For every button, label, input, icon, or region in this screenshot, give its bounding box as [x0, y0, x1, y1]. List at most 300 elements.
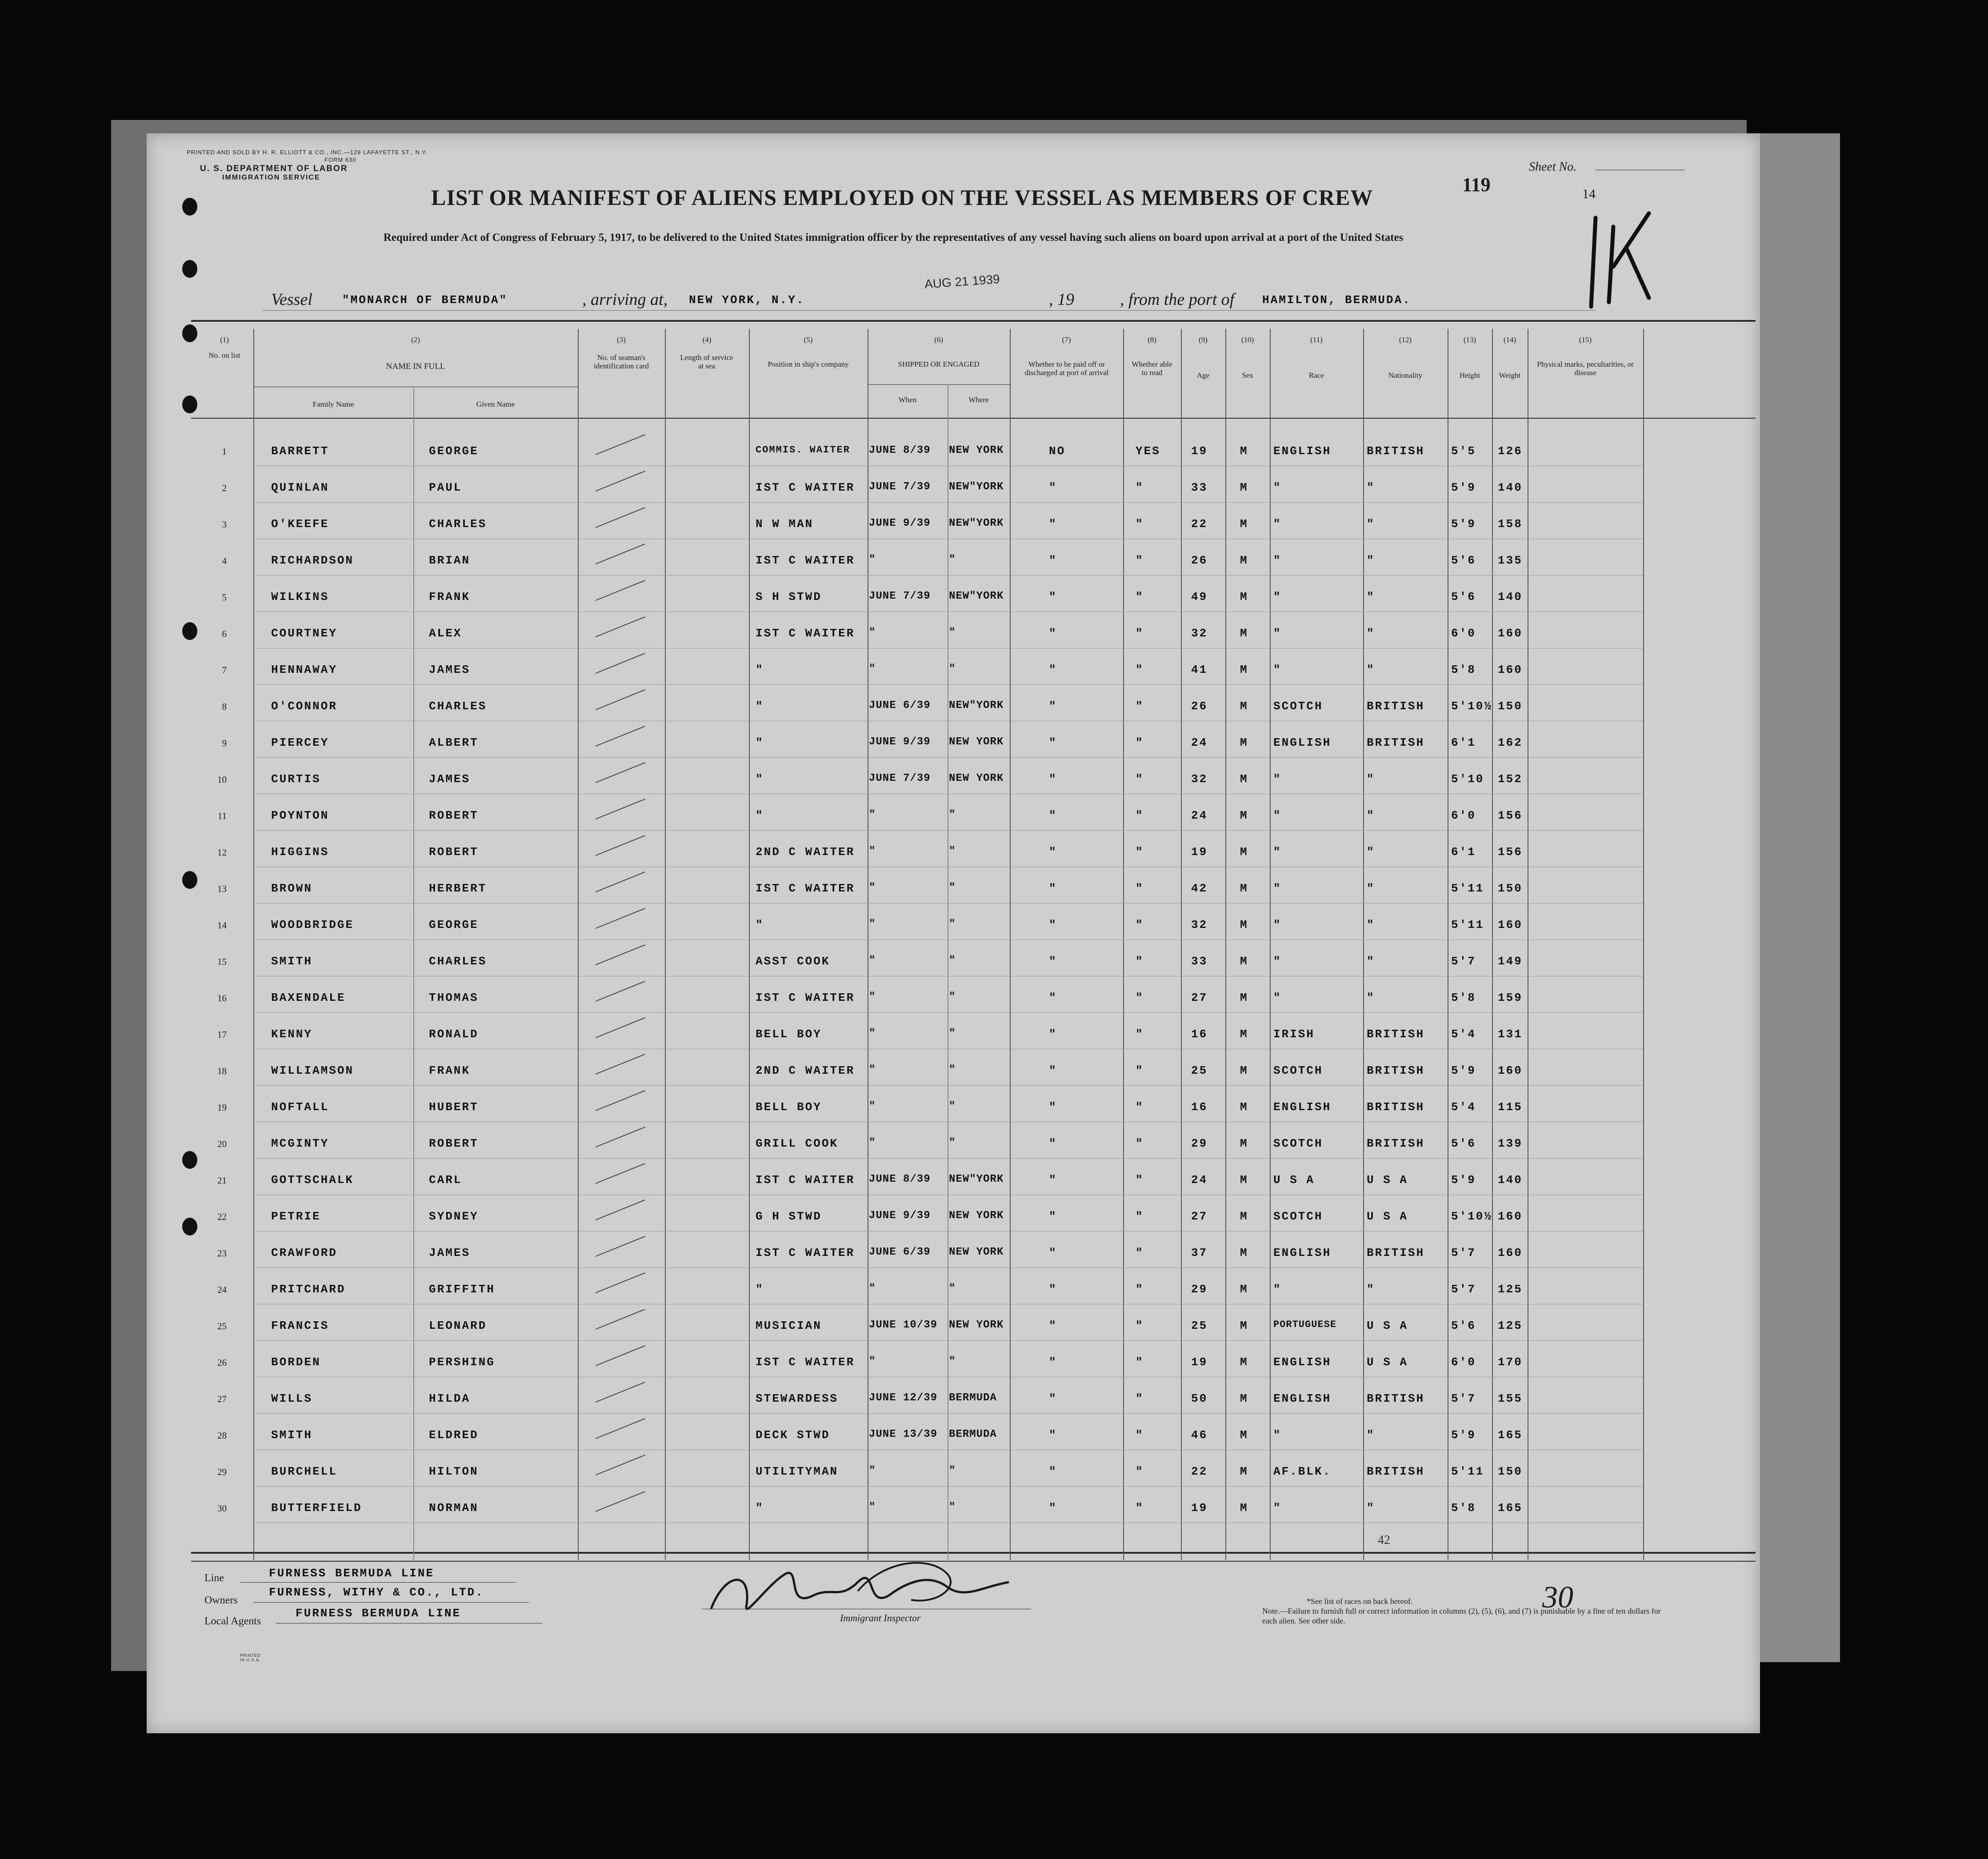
row-able-to-read: "	[1136, 1428, 1144, 1442]
row-nationality: BRITISH	[1367, 444, 1425, 458]
vessel-name: "MONARCH OF BERMUDA"	[342, 293, 508, 307]
row-position: IST C WAITER	[756, 481, 855, 494]
row-shipped-where: "	[949, 991, 956, 1003]
table-top-rule	[191, 320, 1756, 322]
row-position: IST C WAITER	[756, 627, 855, 640]
row-height: 5'9	[1451, 517, 1476, 531]
row-shipped-when: JUNE 7/39	[869, 481, 931, 493]
col-header-read: Whether able to read	[1132, 360, 1172, 377]
row-number: 7	[222, 665, 227, 676]
row-position: ASST COOK	[756, 955, 830, 968]
row-rule	[253, 903, 1643, 904]
row-number: 6	[222, 628, 227, 639]
row-race: AF.BLK.	[1273, 1465, 1332, 1478]
row-age: 46	[1191, 1428, 1208, 1442]
row-race: PORTUGUESE	[1273, 1319, 1337, 1330]
row-shipped-where: "	[949, 809, 956, 821]
row-given-name: PERSHING	[429, 1355, 495, 1369]
row-family-name: PETRIE	[271, 1210, 321, 1223]
row-race: "	[1273, 809, 1282, 822]
row-race: SCOTCH	[1273, 1210, 1323, 1223]
row-shipped-where: "	[949, 1501, 956, 1513]
col-header-race: Race	[1309, 371, 1324, 380]
row-rule	[253, 830, 1643, 831]
row-sex: M	[1240, 736, 1248, 749]
row-able-to-read: "	[1136, 1100, 1144, 1114]
row-paid-off: "	[1049, 590, 1057, 604]
row-weight: 160	[1498, 627, 1523, 640]
row-given-name: CHARLES	[429, 517, 487, 531]
col-num-5: (5)	[804, 336, 813, 344]
row-nationality: U S A	[1367, 1355, 1408, 1369]
row-able-to-read: "	[1136, 991, 1144, 1004]
row-shipped-when: "	[869, 1100, 876, 1112]
row-shipped-where: "	[949, 1283, 956, 1295]
row-shipped-where: NEW YORK	[949, 444, 1004, 456]
row-given-name: FRANK	[429, 590, 471, 604]
row-nationality: "	[1367, 481, 1375, 494]
date-stamp: AUG 21 1939	[924, 272, 1000, 291]
service-name: IMMIGRATION SERVICE	[222, 174, 320, 181]
row-race: ENGLISH	[1273, 1100, 1332, 1114]
table-bottom-rule	[191, 1552, 1756, 1554]
row-given-name: HILTON	[429, 1465, 479, 1478]
row-number: 14	[217, 920, 227, 931]
row-able-to-read: "	[1136, 481, 1144, 494]
col-header-service: Length of service at sea	[680, 353, 733, 370]
row-position: IST C WAITER	[756, 554, 855, 567]
row-shipped-where: "	[949, 1100, 956, 1112]
year-label: , 19	[1049, 290, 1074, 309]
row-family-name: HIGGINS	[271, 845, 329, 859]
row-number: 18	[217, 1066, 227, 1076]
row-able-to-read: "	[1136, 1210, 1144, 1223]
id-card-pen-stroke	[596, 434, 645, 455]
col-num-4: (4)	[702, 336, 712, 344]
row-shipped-when: "	[869, 955, 876, 967]
row-sex: M	[1240, 481, 1248, 494]
row-nationality: BRITISH	[1367, 1064, 1425, 1077]
row-age: 32	[1191, 627, 1208, 640]
row-nationality: "	[1367, 991, 1375, 1004]
row-age: 25	[1191, 1319, 1208, 1332]
col-num-1: (1)	[220, 336, 229, 344]
row-weight: 156	[1498, 845, 1523, 859]
row-given-name: JAMES	[429, 772, 471, 786]
row-number: 9	[222, 738, 227, 748]
row-shipped-where: "	[949, 955, 956, 967]
shipped-subheader-rule	[868, 384, 1010, 385]
row-nationality: "	[1367, 1283, 1375, 1296]
row-nationality: "	[1367, 882, 1375, 895]
row-age: 16	[1191, 1027, 1208, 1041]
column-rule	[665, 329, 666, 1560]
col-header-name: NAME IN FULL	[386, 362, 445, 371]
row-race: "	[1273, 918, 1282, 931]
row-paid-off: "	[1049, 955, 1057, 968]
row-number: 16	[217, 993, 227, 1003]
row-able-to-read: YES	[1136, 444, 1160, 458]
row-family-name: COURTNEY	[271, 627, 337, 640]
row-family-name: FRANCIS	[271, 1319, 329, 1332]
row-number: 4	[222, 556, 227, 566]
races-note: *See list of races on back hereof.	[1307, 1597, 1413, 1606]
punch-hole	[182, 622, 197, 640]
row-shipped-when: JUNE 9/39	[869, 517, 931, 529]
row-number: 19	[217, 1102, 227, 1113]
id-card-pen-stroke	[596, 1309, 645, 1330]
row-position: IST C WAITER	[756, 1355, 855, 1369]
id-card-pen-stroke	[596, 544, 645, 564]
id-card-pen-stroke	[596, 580, 645, 601]
punch-hole	[182, 396, 197, 413]
row-race: "	[1273, 1283, 1282, 1296]
row-able-to-read: "	[1136, 590, 1144, 604]
row-number: 28	[217, 1430, 227, 1441]
sheet-label: Sheet No.	[1529, 160, 1577, 174]
row-family-name: POYNTON	[271, 809, 329, 822]
row-given-name: BRIAN	[429, 554, 471, 567]
column-rule	[1643, 329, 1644, 1560]
row-shipped-when: JUNE 8/39	[869, 1173, 931, 1185]
row-shipped-where: NEW"YORK	[949, 1173, 1004, 1185]
col-num-7: (7)	[1062, 336, 1071, 344]
row-height: 5'11	[1451, 918, 1484, 931]
row-shipped-when: JUNE 9/39	[869, 736, 931, 748]
row-family-name: KENNY	[271, 1027, 313, 1041]
row-able-to-read: "	[1136, 736, 1144, 749]
row-family-name: O'KEEFE	[271, 517, 329, 531]
row-height: 6'0	[1451, 809, 1476, 822]
row-able-to-read: "	[1136, 918, 1144, 931]
row-family-name: O'CONNOR	[271, 700, 337, 713]
row-shipped-when: "	[869, 627, 876, 639]
line-label: Line	[204, 1572, 224, 1584]
row-rule	[253, 1413, 1643, 1414]
col-header-weight: Weight	[1499, 371, 1521, 380]
row-family-name: HENNAWAY	[271, 663, 337, 676]
row-nationality: BRITISH	[1367, 1246, 1425, 1259]
row-shipped-where: BERMUDA	[949, 1392, 997, 1404]
row-paid-off: "	[1049, 1100, 1057, 1114]
row-race: SCOTCH	[1273, 1064, 1323, 1077]
col-header-id-card: No. of seaman's identification card	[593, 353, 649, 370]
row-number: 17	[217, 1029, 227, 1040]
row-position: G H STWD	[756, 1210, 822, 1223]
row-shipped-where: NEW YORK	[949, 736, 1004, 748]
row-shipped-when: JUNE 13/39	[869, 1428, 938, 1440]
col-num-13: (13)	[1463, 336, 1476, 344]
owners-underline	[253, 1602, 529, 1603]
punch-hole	[182, 1218, 197, 1235]
row-paid-off: "	[1049, 481, 1057, 494]
row-nationality: BRITISH	[1367, 1027, 1425, 1041]
row-number: 25	[217, 1321, 227, 1331]
row-height: 5'9	[1451, 1428, 1476, 1442]
row-family-name: SMITH	[271, 1428, 313, 1442]
row-nationality: BRITISH	[1367, 1100, 1425, 1114]
row-weight: 156	[1498, 809, 1523, 822]
row-position: "	[756, 700, 764, 713]
id-card-pen-stroke	[596, 1127, 645, 1147]
row-position: DECK STWD	[756, 1428, 830, 1442]
row-number: 10	[217, 774, 227, 785]
penalty-note: Note.—Failure to furnish full or correct information in columns (2), (5), (6), and (7) is punishable by a fine of ten dollars for each alien. See other side.	[1262, 1607, 1661, 1625]
col-header-given-name: Given Name	[476, 400, 515, 408]
row-age: 19	[1191, 444, 1208, 458]
row-paid-off: "	[1049, 1355, 1057, 1369]
row-rule	[253, 1340, 1643, 1341]
row-able-to-read: "	[1136, 627, 1144, 640]
col-num-9: (9)	[1199, 336, 1208, 344]
row-family-name: PIERCEY	[271, 736, 329, 749]
id-card-pen-stroke	[596, 981, 645, 1002]
row-position: BELL BOY	[756, 1027, 822, 1041]
row-shipped-where: "	[949, 663, 956, 675]
row-given-name: ALBERT	[429, 736, 479, 749]
row-weight: 162	[1498, 736, 1523, 749]
row-family-name: SMITH	[271, 955, 313, 968]
column-rule	[1270, 329, 1271, 1560]
row-shipped-when: "	[869, 845, 876, 857]
header-bottom-rule	[191, 418, 1756, 419]
row-nationality: "	[1367, 627, 1375, 640]
row-shipped-when: JUNE 10/39	[869, 1319, 938, 1331]
row-paid-off: "	[1049, 554, 1057, 567]
row-height: 5'7	[1451, 1246, 1476, 1259]
row-position: S H STWD	[756, 590, 822, 604]
local-agents-label: Local Agents	[204, 1615, 261, 1627]
row-shipped-where: "	[949, 1355, 956, 1367]
id-card-pen-stroke	[596, 616, 645, 637]
row-race: ENGLISH	[1273, 1355, 1332, 1369]
col-num-8: (8)	[1148, 336, 1156, 344]
row-height: 6'1	[1451, 845, 1476, 859]
owners-value: FURNESS, WITHY & CO., LTD.	[269, 1586, 484, 1599]
row-paid-off: "	[1049, 1392, 1057, 1405]
margin-mark: 14	[1582, 187, 1596, 201]
row-number: 3	[222, 519, 227, 530]
row-race: ENGLISH	[1273, 1392, 1332, 1405]
row-family-name: PRITCHARD	[271, 1283, 346, 1296]
id-card-pen-stroke	[596, 1345, 645, 1366]
row-sex: M	[1240, 991, 1248, 1004]
row-number: 26	[217, 1357, 227, 1368]
row-height: 6'0	[1451, 1355, 1476, 1369]
manifest-subtitle: Required under Act of Congress of February 5, 1917, to be delivered to the United States immigration officer by the representatives of any vessel having such aliens on board upon arrival at a port of the United States	[383, 232, 1404, 244]
row-paid-off: "	[1049, 772, 1057, 786]
row-rule	[253, 939, 1643, 940]
row-position: IST C WAITER	[756, 1173, 855, 1187]
row-nationality: "	[1367, 772, 1375, 786]
row-paid-off: "	[1049, 882, 1057, 895]
row-rule	[253, 1085, 1643, 1086]
row-shipped-where: "	[949, 845, 956, 857]
row-race: "	[1273, 663, 1282, 676]
row-given-name: NORMAN	[429, 1501, 479, 1515]
row-given-name: ROBERT	[429, 809, 479, 822]
id-card-pen-stroke	[596, 1090, 645, 1111]
row-sex: M	[1240, 1319, 1248, 1332]
col-num-14: (14)	[1503, 336, 1516, 344]
row-height: 6'1	[1451, 736, 1476, 749]
row-weight: 140	[1498, 590, 1523, 604]
row-number: 20	[217, 1139, 227, 1149]
row-height: 5'6	[1451, 590, 1476, 604]
row-weight: 160	[1498, 1246, 1523, 1259]
row-sex: M	[1240, 1501, 1248, 1515]
owners-label: Owners	[204, 1595, 238, 1606]
row-race: SCOTCH	[1273, 1137, 1323, 1150]
row-able-to-read: "	[1136, 554, 1144, 567]
row-weight: 139	[1498, 1137, 1523, 1150]
row-family-name: QUINLAN	[271, 481, 329, 494]
row-race: "	[1273, 1428, 1282, 1442]
row-shipped-when: "	[869, 1027, 876, 1039]
row-given-name: LEONARD	[429, 1319, 487, 1332]
row-age: 16	[1191, 1100, 1208, 1114]
row-number: 15	[217, 956, 227, 967]
row-position: BELL BOY	[756, 1100, 822, 1114]
manifest-page	[147, 133, 1760, 1733]
row-position: "	[756, 1283, 764, 1296]
row-weight: 155	[1498, 1392, 1523, 1405]
row-position: "	[756, 809, 764, 822]
row-sex: M	[1240, 955, 1248, 968]
row-height: 5'10½	[1451, 700, 1493, 713]
row-rule	[253, 1158, 1643, 1159]
row-race: "	[1273, 590, 1282, 604]
row-given-name: GRIFFITH	[429, 1283, 495, 1296]
id-card-pen-stroke	[596, 1382, 645, 1403]
id-card-pen-stroke	[596, 835, 645, 856]
row-shipped-when: JUNE 6/39	[869, 700, 931, 712]
punch-hole	[182, 1151, 197, 1169]
row-age: 22	[1191, 517, 1208, 531]
row-age: 19	[1191, 845, 1208, 859]
row-able-to-read: "	[1136, 1355, 1144, 1369]
row-sex: M	[1240, 663, 1248, 676]
row-given-name: HUBERT	[429, 1100, 479, 1114]
id-card-pen-stroke	[596, 1455, 645, 1475]
row-number: 23	[217, 1248, 227, 1259]
row-able-to-read: "	[1136, 1465, 1144, 1478]
row-race: "	[1273, 481, 1282, 494]
row-number: 22	[217, 1211, 227, 1222]
row-paid-off: "	[1049, 991, 1057, 1004]
row-race: "	[1273, 517, 1282, 531]
row-sex: M	[1240, 1355, 1248, 1369]
row-weight: 152	[1498, 772, 1523, 786]
row-age: 24	[1191, 1173, 1208, 1187]
row-given-name: CHARLES	[429, 955, 487, 968]
corner-mark: 30	[1542, 1580, 1573, 1615]
row-given-name: ELDRED	[429, 1428, 479, 1442]
col-header-family-name: Family Name	[312, 400, 354, 408]
row-sex: M	[1240, 1064, 1248, 1077]
row-able-to-read: "	[1136, 1173, 1144, 1187]
column-rule	[1492, 329, 1493, 1560]
row-weight: 160	[1498, 1064, 1523, 1077]
row-shipped-where: "	[949, 554, 956, 566]
row-paid-off: "	[1049, 1501, 1057, 1515]
row-weight: 160	[1498, 918, 1523, 931]
row-sex: M	[1240, 1027, 1248, 1041]
row-age: 24	[1191, 809, 1208, 822]
row-sex: M	[1240, 444, 1248, 458]
row-family-name: NOFTALL	[271, 1100, 329, 1114]
row-able-to-read: "	[1136, 1064, 1144, 1077]
row-rule	[253, 757, 1643, 758]
id-card-pen-stroke	[596, 799, 645, 820]
row-weight: 170	[1498, 1355, 1523, 1369]
printed-in-usa: PRINTED IN U.S.A.	[240, 1653, 261, 1662]
row-number: 27	[217, 1394, 227, 1404]
col-header-no: No. on list	[208, 351, 240, 360]
id-card-pen-stroke	[596, 1054, 645, 1075]
column-rule	[749, 329, 750, 1560]
row-age: 29	[1191, 1137, 1208, 1150]
row-sex: M	[1240, 845, 1248, 859]
row-race: "	[1273, 627, 1282, 640]
row-height: 5'11	[1451, 1465, 1484, 1478]
row-height: 5'4	[1451, 1100, 1476, 1114]
row-shipped-when: "	[869, 1501, 876, 1513]
row-position: MUSICIAN	[756, 1319, 822, 1332]
row-family-name: BARRETT	[271, 444, 329, 458]
row-position: IST C WAITER	[756, 991, 855, 1004]
row-height: 5'6	[1451, 554, 1476, 567]
row-given-name: THOMAS	[429, 991, 479, 1004]
id-card-pen-stroke	[596, 726, 645, 747]
col-num-6: (6)	[934, 336, 943, 344]
row-weight: 165	[1498, 1501, 1523, 1515]
department-name: U. S. DEPARTMENT OF LABOR	[200, 164, 348, 173]
row-rule	[253, 502, 1643, 503]
row-sex: M	[1240, 1173, 1248, 1187]
row-number: 12	[217, 847, 227, 858]
row-family-name: WILKINS	[271, 590, 329, 604]
row-sex: M	[1240, 554, 1248, 567]
row-shipped-where: NEW"YORK	[949, 481, 1004, 493]
row-age: 29	[1191, 1283, 1208, 1296]
row-paid-off: "	[1049, 1173, 1057, 1187]
row-number: 8	[222, 701, 227, 712]
row-shipped-where: "	[949, 1465, 956, 1477]
column-rule	[1363, 329, 1364, 1560]
row-given-name: ROBERT	[429, 1137, 479, 1150]
row-height: 6'0	[1451, 627, 1476, 640]
row-age: 37	[1191, 1246, 1208, 1259]
row-age: 19	[1191, 1501, 1208, 1515]
row-weight: 125	[1498, 1283, 1523, 1296]
row-shipped-where: NEW YORK	[949, 1210, 1004, 1222]
row-nationality: "	[1367, 663, 1375, 676]
row-sex: M	[1240, 1465, 1248, 1478]
row-nationality: BRITISH	[1367, 1465, 1425, 1478]
punch-hole	[182, 260, 197, 278]
row-weight: 160	[1498, 663, 1523, 676]
row-position: COMMIS. WAITER	[756, 444, 850, 456]
from-port: HAMILTON, BERMUDA.	[1262, 293, 1411, 307]
row-nationality: BRITISH	[1367, 1392, 1425, 1405]
row-paid-off: "	[1049, 1027, 1057, 1041]
row-age: 50	[1191, 1392, 1208, 1405]
id-card-pen-stroke	[596, 1236, 645, 1257]
row-height: 5'6	[1451, 1319, 1476, 1332]
row-able-to-read: "	[1136, 663, 1144, 676]
row-weight: 159	[1498, 991, 1523, 1004]
